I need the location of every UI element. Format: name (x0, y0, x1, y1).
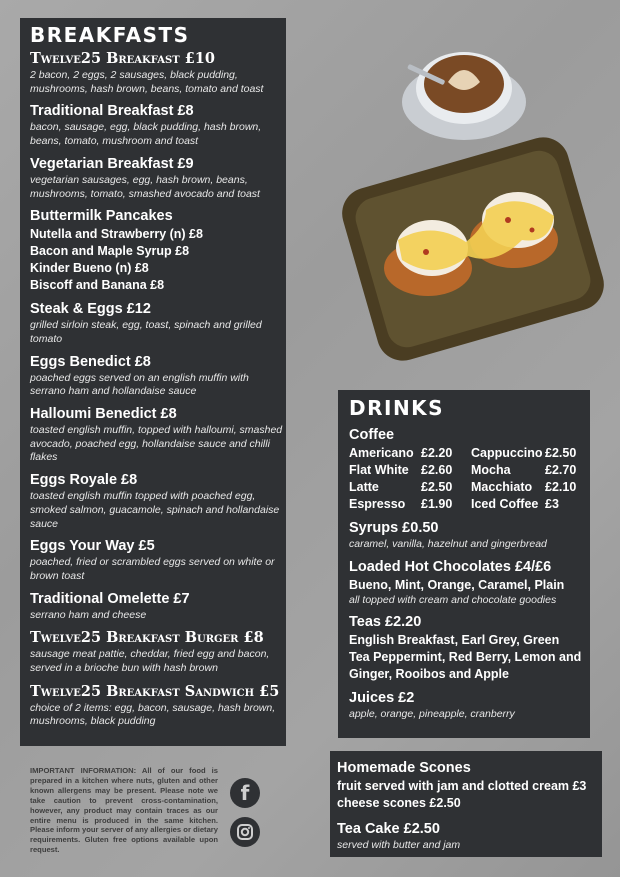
scones-line: cheese scones £2.50 (337, 796, 461, 810)
tea-line: English Breakfast, Earl Grey, Green (349, 633, 560, 648)
pancakes-item (30, 207, 286, 294)
item-description: vegetarian sausages, egg, hash brown, beans, mushrooms, tomato, smashed avocado and toast (30, 173, 260, 200)
menu-item (30, 590, 286, 623)
item-description: choice of 2 items: egg, bacon, sausage, hash brown, mushrooms, black pudding (30, 701, 276, 728)
coffee-name: Flat White (349, 463, 409, 477)
juices-item (349, 689, 590, 722)
item-name: Vegetarian Breakfast £9 (30, 155, 194, 172)
menu-item (30, 471, 286, 531)
item-name: Traditional Breakfast £8 (30, 103, 194, 120)
menu-item (30, 628, 286, 675)
scones-line: fruit served with jam and clotted cream £3 (337, 779, 587, 793)
coffee-price: £2.50 (421, 480, 453, 494)
breakfasts-panel (20, 18, 286, 746)
coffee-name: Americano (349, 446, 414, 460)
breakfasts-heading: BREAKFASTS (30, 23, 190, 47)
item-description: poached eggs served on an english muffin with serrano ham and hollandaise sauce (30, 371, 249, 398)
item-name: Teas £2.20 (349, 614, 422, 631)
coffee-price: £1.90 (421, 497, 453, 511)
drinks-heading: DRINKS (349, 396, 445, 420)
item-name: Steak & Eggs £12 (30, 301, 151, 318)
drinks-panel (338, 390, 590, 738)
coffee-price: £3 (545, 497, 559, 511)
item-description: toasted english muffin topped with poached egg, smoked salmon, guacamole, spinach and hollandaise sauce (30, 490, 280, 530)
scones-heading: Homemade Scones (337, 760, 471, 776)
facebook-icon[interactable] (230, 778, 260, 808)
coffee-name: Mocha (471, 463, 511, 477)
item-name: Eggs Your Way £5 (30, 538, 155, 555)
coffee-name: Latte (349, 480, 379, 494)
menu-item (30, 405, 286, 465)
teas-item (349, 613, 590, 683)
coffee-price: £2.60 (421, 463, 453, 477)
menu-item (30, 155, 286, 201)
item-description: poached, fried or scrambled eggs served on white or brown toast (30, 556, 275, 582)
tea-line: Ginger, Rooibos and Apple (349, 667, 509, 682)
coffee-name: Iced Coffee (471, 497, 539, 511)
coffee-price: £2.70 (545, 463, 577, 477)
item-description: 2 bacon, 2 eggs, 2 sausages, black pudding, mushrooms, hash brown, beans, tomato and toast (30, 69, 264, 95)
item-name (30, 628, 286, 648)
item-name: Loaded Hot Chocolates £4/£6 (349, 558, 552, 575)
coffee-name: Espresso (349, 497, 406, 511)
item-name: Syrups £0.50 (349, 520, 439, 536)
menu-item (30, 300, 286, 346)
item-name (30, 682, 286, 702)
item-description: serrano ham and cheese (30, 608, 147, 621)
item-description: served with butter and jam (337, 839, 461, 851)
pancake-option: Nutella and Strawberry (n) £8 (30, 227, 203, 242)
coffee-name: Macchiato (471, 480, 533, 494)
item-description: apple, orange, pineapple, cranberry (349, 708, 515, 721)
item-name-text: Twelve25 Breakfast Burger £8 (30, 629, 264, 647)
item-description: caramel, vanilla, hazelnut and gingerbread (349, 538, 547, 550)
menu-item (30, 102, 286, 148)
item-description: toasted english muffin, topped with halloumi, smashed avocado, poached egg, hollandaise sauce and chilli flakes (30, 424, 283, 464)
allergen-information: IMPORTANT INFORMATION: All of our food is prepared in a kitchen where nuts, gluten and other known allergens may be present. Please note we take caution to prevent cross-contamination, however, any product may contain traces as our entire menu is produced in the same kitchen. Please inform your server of any allergies or dietary requirements. Gluten free options available upon request. (30, 766, 218, 855)
syrups-item (349, 519, 590, 552)
item-description: sausage meat pattie, cheddar, fried egg and bacon, served in a brioche bun with hash brown (30, 648, 270, 675)
pancake-option: Kinder Bueno (n) £8 (30, 261, 149, 276)
item-description: all topped with cream and chocolate goodies (349, 593, 557, 606)
food-photo (336, 20, 606, 380)
item-name-text: Twelve25 Breakfast £10 (30, 50, 215, 67)
coffee-price: £2.10 (545, 480, 577, 494)
menu-item (30, 537, 286, 583)
instagram-icon[interactable] (230, 817, 260, 847)
hot-chocolates-item (349, 558, 590, 608)
coffee-name: Cappuccino (471, 446, 543, 460)
item-name: Halloumi Benedict £8 (30, 406, 177, 423)
item-description: grilled sirloin steak, egg, toast, spinach and grilled tomato (30, 319, 262, 345)
item-name: Eggs Benedict £8 (30, 353, 151, 370)
item-name (30, 49, 286, 69)
tea-cake-heading: Tea Cake £2.50 (337, 821, 440, 837)
menu-item (30, 682, 286, 729)
item-name: Juices £2 (349, 690, 415, 707)
flavour-list: Bueno, Mint, Orange, Caramel, Plain (349, 577, 565, 592)
facebook-glyph: f (240, 781, 250, 805)
coffee-heading: Coffee (349, 427, 395, 443)
tea-line: Tea Peppermint, Red Berry, Lemon and (349, 650, 582, 665)
item-name-text: Twelve25 Breakfast Sandwich £5 (30, 682, 280, 700)
instagram-glyph (237, 824, 253, 840)
scones-panel (330, 751, 602, 857)
menu-item (30, 49, 286, 96)
pancake-option: Biscoff and Banana £8 (30, 278, 165, 293)
item-name: Eggs Royale £8 (30, 472, 138, 489)
item-name: Traditional Omelette £7 (30, 590, 190, 607)
coffee-price-table (349, 445, 590, 513)
menu-item (30, 353, 286, 399)
item-description: bacon, sausage, egg, black pudding, hash brown, beans, tomato, mushroom and toast (30, 121, 262, 148)
coffee-price: £2.20 (421, 446, 453, 460)
item-name: Buttermilk Pancakes (30, 208, 173, 225)
coffee-price: £2.50 (545, 446, 577, 460)
pancake-option: Bacon and Maple Syrup £8 (30, 244, 190, 259)
